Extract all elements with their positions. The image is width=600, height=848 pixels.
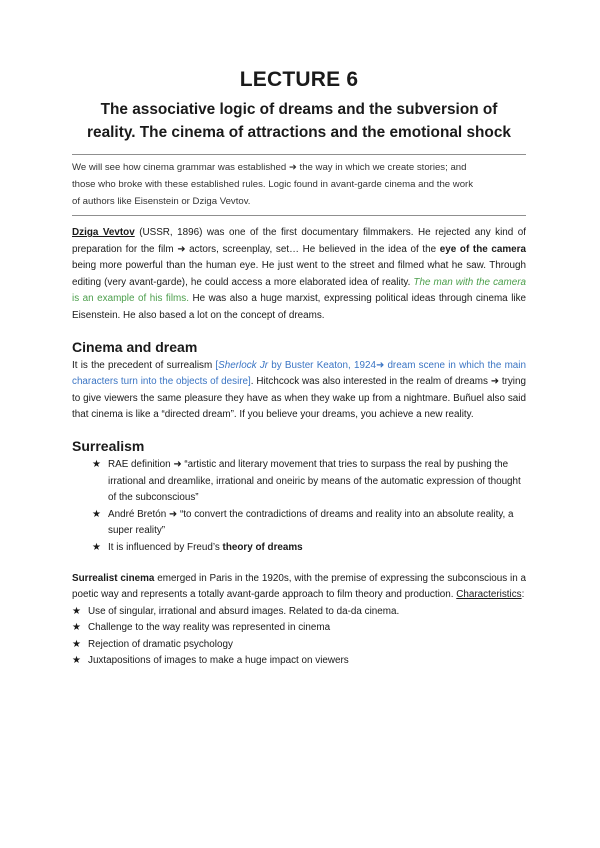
characteristics-label: Characteristics	[456, 589, 522, 601]
intro-line-3: of authors like Eisenstein or Dziga Vevtov.	[72, 196, 251, 207]
surrealist-cinema-text: emerged in Paris in the 1920s, with the premise of expressing the subconscious in a poetic way and represents a totally avant-garde approach to film theory and production.	[72, 572, 526, 601]
vevtov-text-1: (USSR, 1896) was one of the first documentary filmmakers. He rejected any kind of preparation for the film ➜ actors, screenplay, set… He believed in the idea of the	[72, 227, 526, 255]
star-icon: ★	[92, 541, 101, 553]
sherlock-rest: by Buster Keaton, 1924➜ dream scene in which the main characters turn into the objects of desire]	[72, 359, 526, 388]
lecture-title: LECTURE 6	[239, 68, 359, 91]
film-example-rest: is an example of his films.	[72, 293, 189, 305]
vevtov-text-3: He was also a huge marxist, expressing political ideas through cinema like Eisenstein. He also based a lot on the concept of dreams.	[72, 293, 527, 321]
surrealist-cinema-term: Surrealist cinema	[72, 572, 155, 584]
intro-line-2: those who broke with these established rules. Logic found in avant-garde cinema and the work	[72, 179, 474, 190]
star-icon: ★	[72, 622, 81, 634]
list-item	[72, 620, 526, 637]
film-title: The man with the camera	[413, 276, 526, 288]
characteristic-text: Challenge to the way reality was represented in cinema	[88, 622, 331, 634]
vevtov-text-2: being more powerful than the human eye. He just went to the street and filmed what he saw. Through editing (very avant-garde), he could access a more elaborated idea of reality.	[72, 260, 526, 288]
surrealist-cinema-paragraph	[72, 571, 526, 604]
sherlock-bracket: [	[215, 359, 219, 371]
cinema-dream-text-1: It is the precedent of surrealism	[72, 359, 216, 371]
list-item	[72, 637, 526, 654]
divider-top	[72, 154, 526, 155]
intro-paragraph	[72, 159, 526, 210]
lecture-subtitle	[72, 98, 526, 144]
document-page	[72, 68, 526, 670]
list-item	[92, 540, 526, 557]
star-icon: ★	[72, 605, 81, 617]
list-item	[72, 604, 526, 621]
subtitle-line-2: reality. The cinema of attractions and the emotional shock	[87, 124, 511, 141]
characteristics-colon: :	[521, 589, 525, 601]
star-icon: ★	[92, 508, 101, 520]
cinema-dream-paragraph	[72, 358, 526, 424]
star-icon: ★	[72, 638, 81, 650]
characteristic-text: Use of singular, irrational and absurd images. Related to da-da cinema.	[88, 605, 400, 617]
list-item	[92, 507, 526, 540]
vevtov-name: Dziga Vevtov	[72, 227, 135, 238]
characteristic-text: Rejection of dramatic psychology	[88, 638, 233, 650]
freud-theory: theory of dreams	[222, 541, 303, 553]
sherlock-title: Sherlock Jr	[218, 359, 269, 371]
star-icon: ★	[72, 655, 81, 667]
freud-text: It is influenced by Freud’s	[108, 541, 223, 553]
heading-cinema-dream: Cinema and dream	[72, 338, 198, 355]
vevtov-paragraph	[72, 225, 526, 325]
list-item	[92, 457, 526, 507]
star-icon: ★	[92, 458, 101, 470]
cinema-dream-text-2: . Hitchcock was also interested in the realm of dreams ➜ trying to give viewers the same pleasure they have as when they wake up from a nightmare. Buñuel also said that cinema is like a “directed dream”. If you believe your dreams, you achieve a new reality.	[72, 376, 526, 421]
rae-definition: RAE definition ➜ “artistic and literary movement that tries to surpass the real by pushing the irrational and dreamlike, irrational and oneiric by means of the automatic expression of thought of the subconscious”	[108, 458, 521, 504]
list-item	[72, 653, 526, 670]
eye-of-camera-term: eye of the camera	[439, 243, 526, 255]
intro-line-1: We will see how cinema grammar was established ➜ the way in which we create stories; and	[72, 162, 467, 173]
surrealism-list	[72, 457, 526, 557]
characteristic-text: Juxtapositions of images to make a huge impact on viewers	[88, 655, 349, 667]
heading-surrealism: Surrealism	[72, 437, 145, 454]
divider-bottom	[72, 215, 526, 216]
subtitle-line-1: The associative logic of dreams and the subversion of	[100, 101, 498, 118]
breton-quote: André Bretón ➜ “to convert the contradictions of dreams and reality into an absolute reality, a super reality”	[108, 508, 514, 537]
characteristics-list	[72, 604, 526, 670]
